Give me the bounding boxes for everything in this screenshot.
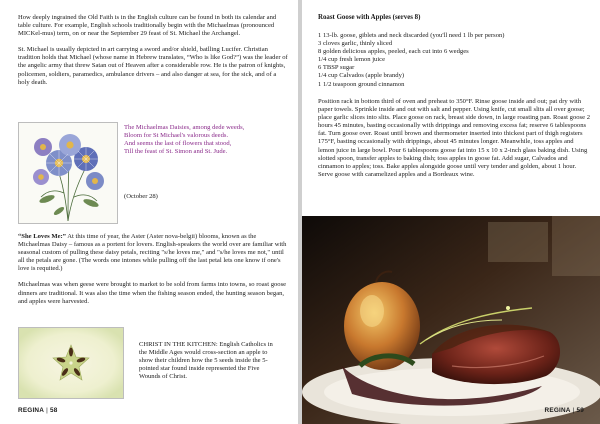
ingredients-list xyxy=(318,32,588,89)
intro-paragraph-1: How deeply ingrained the Old Faith is in the English culture can be found in both its calendar and table culture. For example, English schools traditionally begin with the Michaelmas (pronounced MICKel-mus) term, on or near the September 29 feast of St. Michael the Archangel. xyxy=(18,14,277,38)
apple-star-icon xyxy=(19,328,123,398)
apple-cross-section-photo xyxy=(18,327,124,399)
recipe-method xyxy=(318,98,590,179)
poem-line-1: The Michaelmas Daisies, among dede weeds, xyxy=(124,124,245,131)
page-number: 59 xyxy=(576,407,584,414)
right-page-footer xyxy=(545,407,584,414)
ingredient-item: 1 1/2 teaspoon ground cinnamon xyxy=(318,80,405,88)
poem-date xyxy=(124,193,224,201)
dish-photo-icon xyxy=(302,216,600,424)
footer-brand: REGINA xyxy=(18,407,45,414)
poem-date-text: (October 28) xyxy=(124,193,158,200)
footer-brand: REGINA xyxy=(544,407,571,414)
ingredient-item: 1 13-lb. goose, giblets and neck discarded (you'll need 1 lb per person) xyxy=(318,32,505,39)
intro-section xyxy=(18,14,288,87)
michaelmas-poem xyxy=(124,124,290,156)
loves-me-paragraph xyxy=(18,233,288,273)
roast-goose-plate-photo xyxy=(302,216,600,424)
left-page xyxy=(0,0,298,424)
ingredient-item: 3 cloves garlic, thinly sliced xyxy=(318,40,393,48)
ingredient-item: 1/4 cup fresh lemon juice xyxy=(318,56,386,64)
poem-line-2: Bloom for St Michael's valorous deeds. xyxy=(124,132,229,140)
christ-in-the-kitchen xyxy=(139,341,279,381)
poem-line-4: Till the feast of St. Simon and St. Jude. xyxy=(124,148,228,156)
daisy-drawing-icon xyxy=(19,123,117,223)
ingredient-item: 6 TBSP sugar xyxy=(318,64,355,72)
kitchen-text: CHRIST IN THE KITCHEN: English Catholics in the Middle Ages would cross-section an apple to show their children how the 5 seeds inside the 5-pointed star found inside represented the Five Wounds of Christ. xyxy=(139,341,273,381)
right-page xyxy=(302,0,600,424)
loves-me-heading: “She Loves Me:” xyxy=(18,233,66,240)
geese-paragraph: Michaelmas was when geese were brought to market to be sold from farms into towns, so roast goose dinners are traditional. It was also the time when the fishing season ended, the hunting season began, and apples were harvested. xyxy=(18,281,287,305)
daisy-illustration xyxy=(18,122,118,224)
footer-separator: | xyxy=(46,407,48,414)
recipe-title: Roast Goose with Apples (serves 8) xyxy=(318,14,421,21)
ingredient-item: 1/4 cup Calvados (apple brandy) xyxy=(318,72,405,80)
loves-me-section xyxy=(18,233,288,306)
poem-line-3: And seems the last of flowers that stood, xyxy=(124,140,232,148)
loves-me-text: At this time of year, the Aster (Aster nova-belgii) blooms, known as the Michaelmas Daisy – famous as a portent for lovers. English-speakers the world over are familiar with seasonal custom of pulling these daisy petals, reciting "s/he loves me," and "s/he loves me not," until all the petals are gone. (The words one intones while pulling off the last petal lets one know if one's love is requited.) xyxy=(18,233,287,273)
footer-separator: | xyxy=(572,407,575,414)
ingredient-item: 8 golden delicious apples, peeled, each cut into 6 wedges xyxy=(318,48,469,56)
page-number: 58 xyxy=(49,407,58,414)
intro-paragraph-2: St. Michael is usually depicted in art carrying a sword and/or shield, batlling Lucifer. Christian tradition holds that Michael (whose name in Hebrew translates, “Who is like God?”) was the leader of the angelic army that threw Satan out of Heaven after a considerable row. He is the patron of knights, policemen, soldiers, paramedics, ambulance drivers – and also danger at sea, for the sick, and of a holy death. xyxy=(18,46,288,86)
left-page-footer xyxy=(18,407,57,414)
method-text: Position rack in bottom third of oven and preheat to 350°F. Rinse goose inside and out; pat dry with paper towels. Sprinkle inside and out with salt and pepper. Using knife, cut small slits all over goose; place garlic slices into slits. Place goose on rack, breast side down, in large roasting pan. Roast goose 2 hours 45 minutes, basting occasionally with drippings and removing excess fat; reserve 6 tablespoons fat. Turn goose over. Roast until brown and thermometer inserted into thickest part of thigh registers 175°F, basting occasionally with drippings, about 45 minutes longer. Meanwhile, toss apples and lemon juice in large bowl. Pour 6 tablespoons goose fat into 15 x 10 x 2-inch glass baking dish. Using slotted spoon, transfer apples to baking dish; toss apples in goose fat. Add sugar, Calvados and cinnamon to apples; toss. Bake apples alongside goose until very tender and golden, about 1 hour. Serve goose with caramelized apples and a Bordeaux wine. xyxy=(318,98,590,178)
